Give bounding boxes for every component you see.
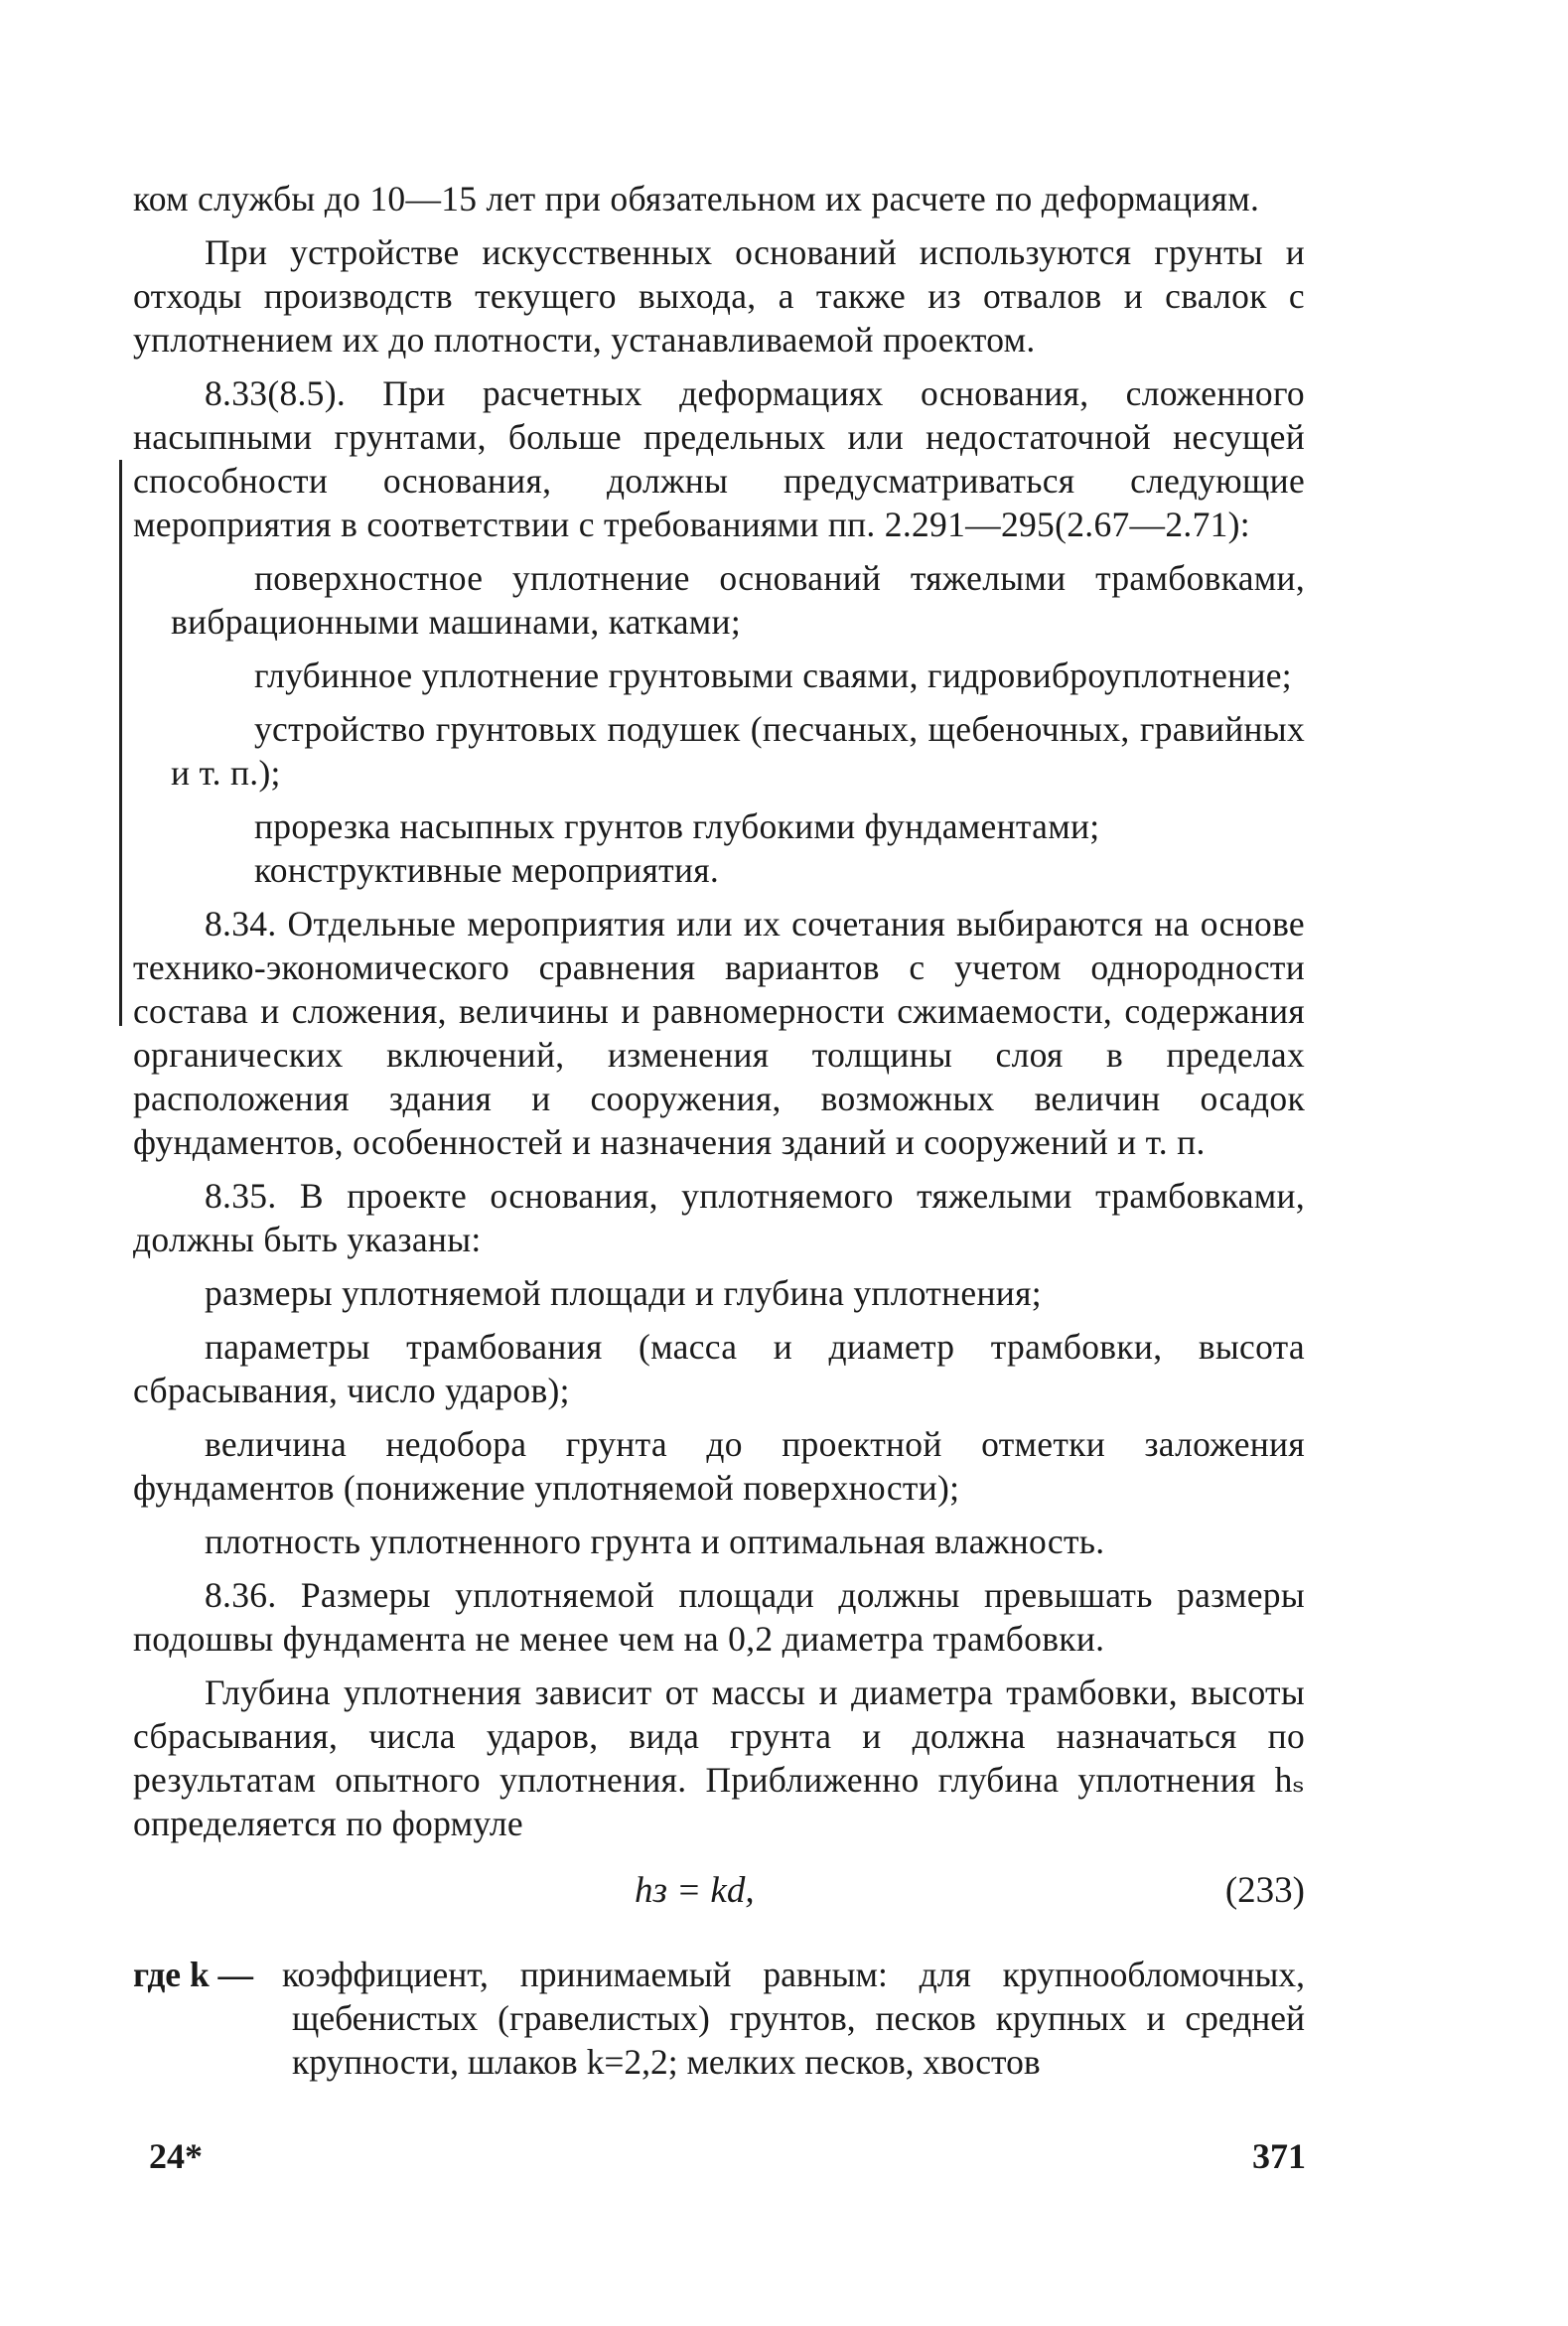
measure-surface-compaction: поверхностное уплотнение оснований тяжелыми трамбовками, вибрационными машинами, катками; — [171, 558, 1305, 642]
where-text: коэффициент, принимаемый равным: для крупнообломочных, щебенистых (гравелистых) грунтов, песков крупных и средней крупности, шлаков k=2,2; мелких песков, хвостов — [282, 1955, 1305, 2082]
measure-structural: конструктивные мероприятия. — [254, 850, 720, 890]
clause-8-36: 8.36. Размеры уплотняемой площади должны превышать размеры подошвы фундамента не менее чем на 0,2 диаметра трамбовки. — [133, 1575, 1305, 1659]
item-compaction-area: размеры уплотняемой площади и глубина уплотнения; — [205, 1273, 1042, 1313]
formula-number: (233) — [1224, 1870, 1305, 1911]
item-density-moisture: плотность уплотненного грунта и оптимальная влажность. — [205, 1522, 1105, 1561]
paragraph-artificial-bases: При устройстве искусственных оснований используются грунты и отходы производств текущего выхода, а также из отвалов и свалок с уплотнением их до плотности, устанавливаемой проектом. — [133, 232, 1305, 360]
paragraph-compaction-depth: Глубина уплотнения зависит от массы и диаметра трамбовки, высоты сбрасывания, числа ударов, вида грунта и должна назначаться по результатам опытного уплотнения. Приближенно глубина уплотнения hₛ определяется по формуле — [133, 1672, 1305, 1843]
clause-8-35: 8.35. В проекте основания, уплотняемого тяжелыми трамбовками, должны быть указаны: — [133, 1176, 1305, 1259]
where-lead: где k — — [133, 1955, 254, 1994]
clause-8-33: 8.33(8.5). При расчетных деформациях основания, сложенного насыпными грунтами, больше предельных или недостаточной несущей способности основания, должны предусматриваться следующие мероприятия в соответствии с требованиями пп. 2.291—295(2.67—2.71): — [133, 373, 1305, 544]
clause-8-34: 8.34. Отдельные мероприятия или их сочетания выбираются на основе технико-экономического сравнения вариантов с учетом однородности состава и сложения, величины и равномерности сжимаемости, содержания органических включений, изменения толщины слоя в пределах расположения здания и сооружения, возможных величин осадок фундаментов, особенностей и назначения зданий и сооружений и т. п. — [133, 904, 1305, 1162]
measure-deep-compaction: глубинное уплотнение грунтовыми сваями, гидровиброуплотнение; — [254, 655, 1292, 695]
item-soil-shortfall: величина недобора грунта до проектной отметки заложения фундаментов (понижение уплотняемой поверхности); — [133, 1424, 1305, 1508]
paragraph-continuation: ком службы до 10—15 лет при обязательном их расчете по деформациям. — [133, 179, 1260, 218]
measure-deep-foundations: прорезка насыпных грунтов глубокими фундаментами; — [254, 806, 1100, 846]
measure-soil-cushions: устройство грунтовых подушек (песчаных, щебеночных, гравийных и т. п.); — [171, 709, 1305, 793]
text-column — [133, 177, 1305, 2084]
where-clause — [133, 1953, 1305, 2084]
formula-233 — [133, 1863, 1305, 1919]
change-margin-bar — [119, 460, 122, 1026]
page-footer — [149, 2135, 1306, 2185]
page-number: 371 — [1252, 2136, 1306, 2176]
item-tamping-parameters: параметры трамбования (масса и диаметр трамбовки, высота сбрасывания, число ударов); — [133, 1327, 1305, 1410]
signature-mark: 24* — [149, 2136, 203, 2176]
formula-expression: hз = kd, — [635, 1870, 755, 1911]
